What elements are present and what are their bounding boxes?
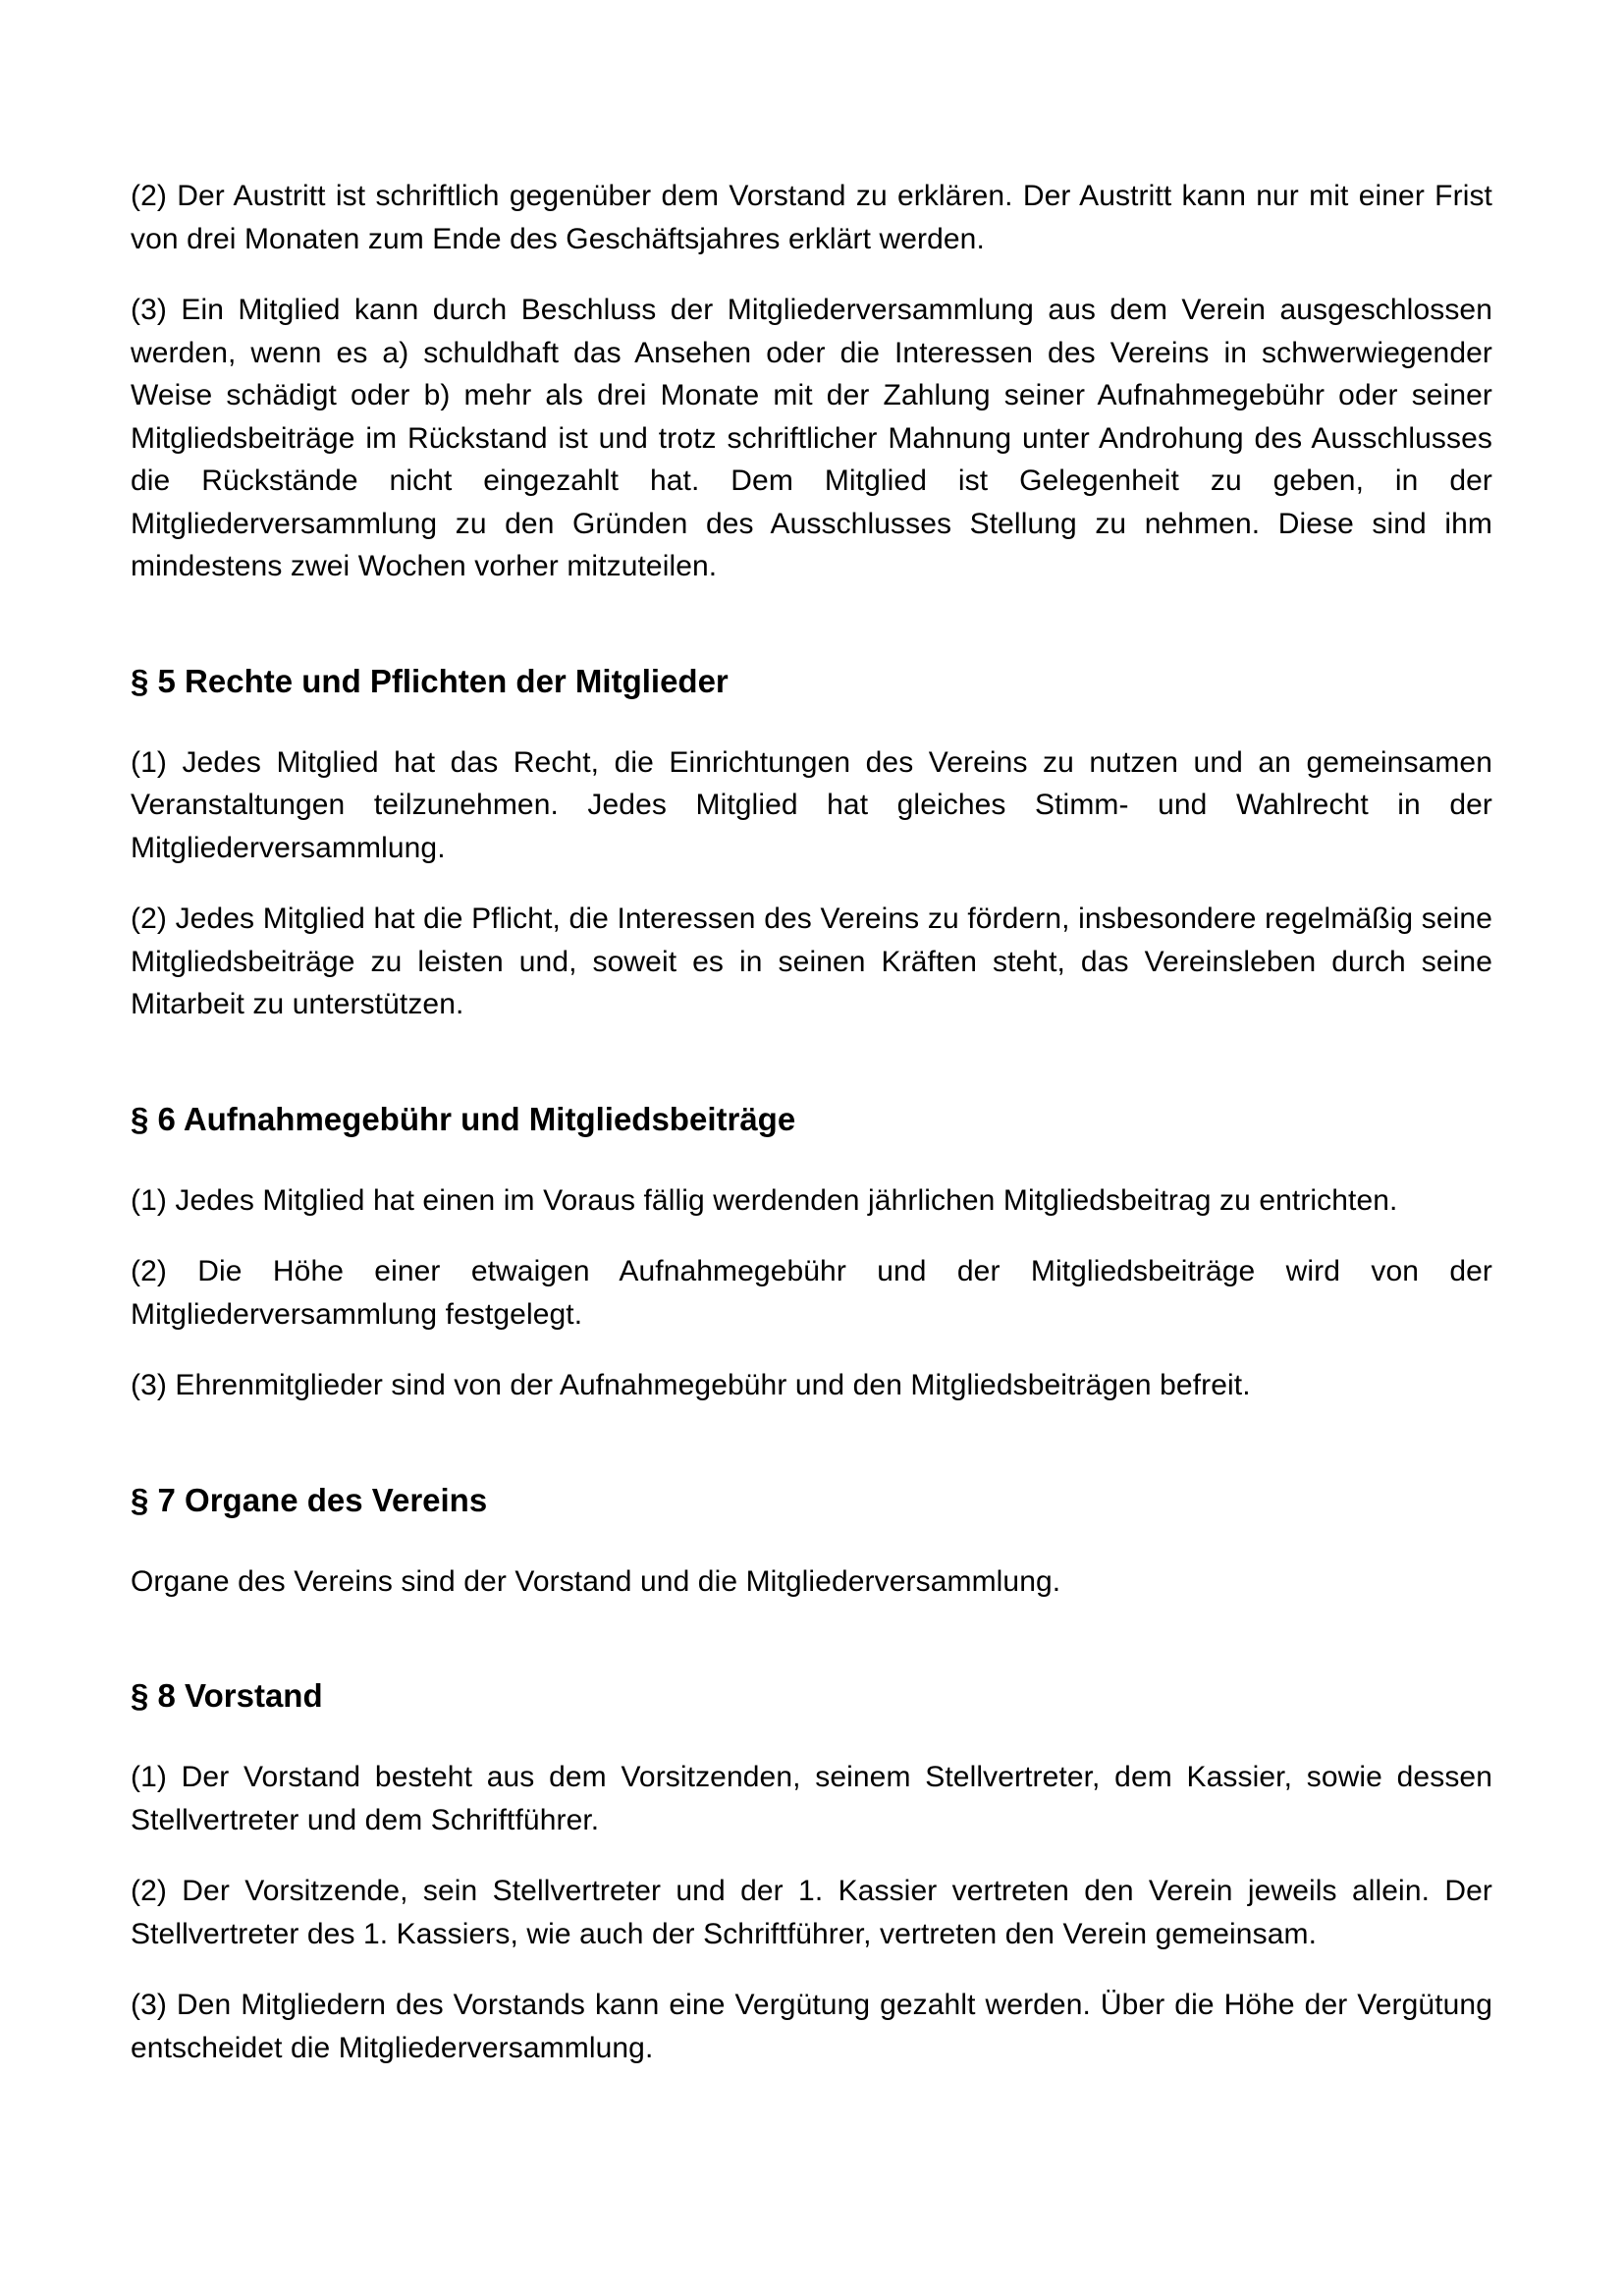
paragraph-s6-1: (1) Jedes Mitglied hat einen im Voraus fällig werdenden jährlichen Mitgliedsbeitrag zu entrichten. [131, 1183, 1398, 1217]
paragraph-s5-2: (2) Jedes Mitglied hat die Pflicht, die Interessen des Vereins zu fördern, insbesondere regelmäßig seine Mitgliedsbeiträge zu leisten und, soweit es in seinen Kräften steht, das Vereinsleben durch seine Mitarbeit zu unterstützen. [131, 902, 1492, 1020]
paragraph-s5-1: (1) Jedes Mitglied hat das Recht, die Einrichtungen des Vereins zu nutzen und an gemeinsamen Veranstaltungen teilzunehmen. Jedes Mitglied hat gleiches Stimm- und Wahlrecht in der Mitgliederversammlung. [131, 745, 1492, 864]
section-heading-s5: § 5 Rechte und Pflichten der Mitglieder [131, 662, 729, 699]
section-heading-s6: § 6 Aufnahmegebühr und Mitgliedsbeiträge [131, 1100, 796, 1137]
paragraph-s7-1: Organe des Vereins sind der Vorstand und die Mitgliederversammlung. [131, 1564, 1061, 1598]
section-heading-s8: § 8 Vorstand [131, 1677, 323, 1714]
paragraph-s8-3: (3) Den Mitgliedern des Vorstands kann eine Vergütung gezahlt werden. Über die Höhe der Vergütung entscheidet die Mitgliederversammlung. [131, 1989, 1492, 2064]
paragraph-s8-1: (1) Der Vorstand besteht aus dem Vorsitzenden, seinem Stellvertreter, dem Kassier, sowie dessen Stellvertreter und dem Schriftführer. [131, 1761, 1492, 1836]
section-heading-s7: § 7 Organe des Vereins [131, 1481, 488, 1518]
paragraph-s6-2: (2) Die Höhe einer etwaigen Aufnahmegebühr und der Mitgliedsbeiträge wird von der Mitgliederversammlung festgelegt. [131, 1255, 1492, 1331]
paragraph-s4-2: (2) Der Austritt ist schriftlich gegenüber dem Vorstand zu erklären. Der Austritt kann nur mit einer Frist von drei Monaten zum Ende des Geschäftsjahres erklärt werden. [131, 180, 1492, 255]
paragraph-s8-2: (2) Der Vorsitzende, sein Stellvertreter und der 1. Kassier vertreten den Verein jeweils allein. Der Stellvertreter des 1. Kassiers, wie auch der Schriftführer, vertreten den Verein gemeinsam. [131, 1875, 1492, 1950]
paragraph-s6-3: (3) Ehrenmitglieder sind von der Aufnahmegebühr und den Mitgliedsbeiträgen befreit. [131, 1369, 1251, 1401]
paragraph-s4-3: (3) Ein Mitglied kann durch Beschluss der Mitgliederversammlung aus dem Verein ausgeschlossen werden, wenn es a) schuldhaft das Ansehen oder die Interessen des Vereins in schwerwiegender Weise schädigt oder b) mehr als drei Monate mit der Zahlung seiner Aufnahmegebühr oder seiner Mitgliedsbeiträge im Rückstand ist und trotz schriftlicher Mahnung unter Androhung des Ausschlusses die Rückstände nicht eingezahlt hat. Dem Mitglied ist Gelegenheit zu geben, in der Mitgliederversammlung zu den Gründen des Ausschlusses Stellung zu nehmen. Diese sind ihm mindestens zwei Wochen vorher mitzuteilen. [131, 294, 1492, 582]
